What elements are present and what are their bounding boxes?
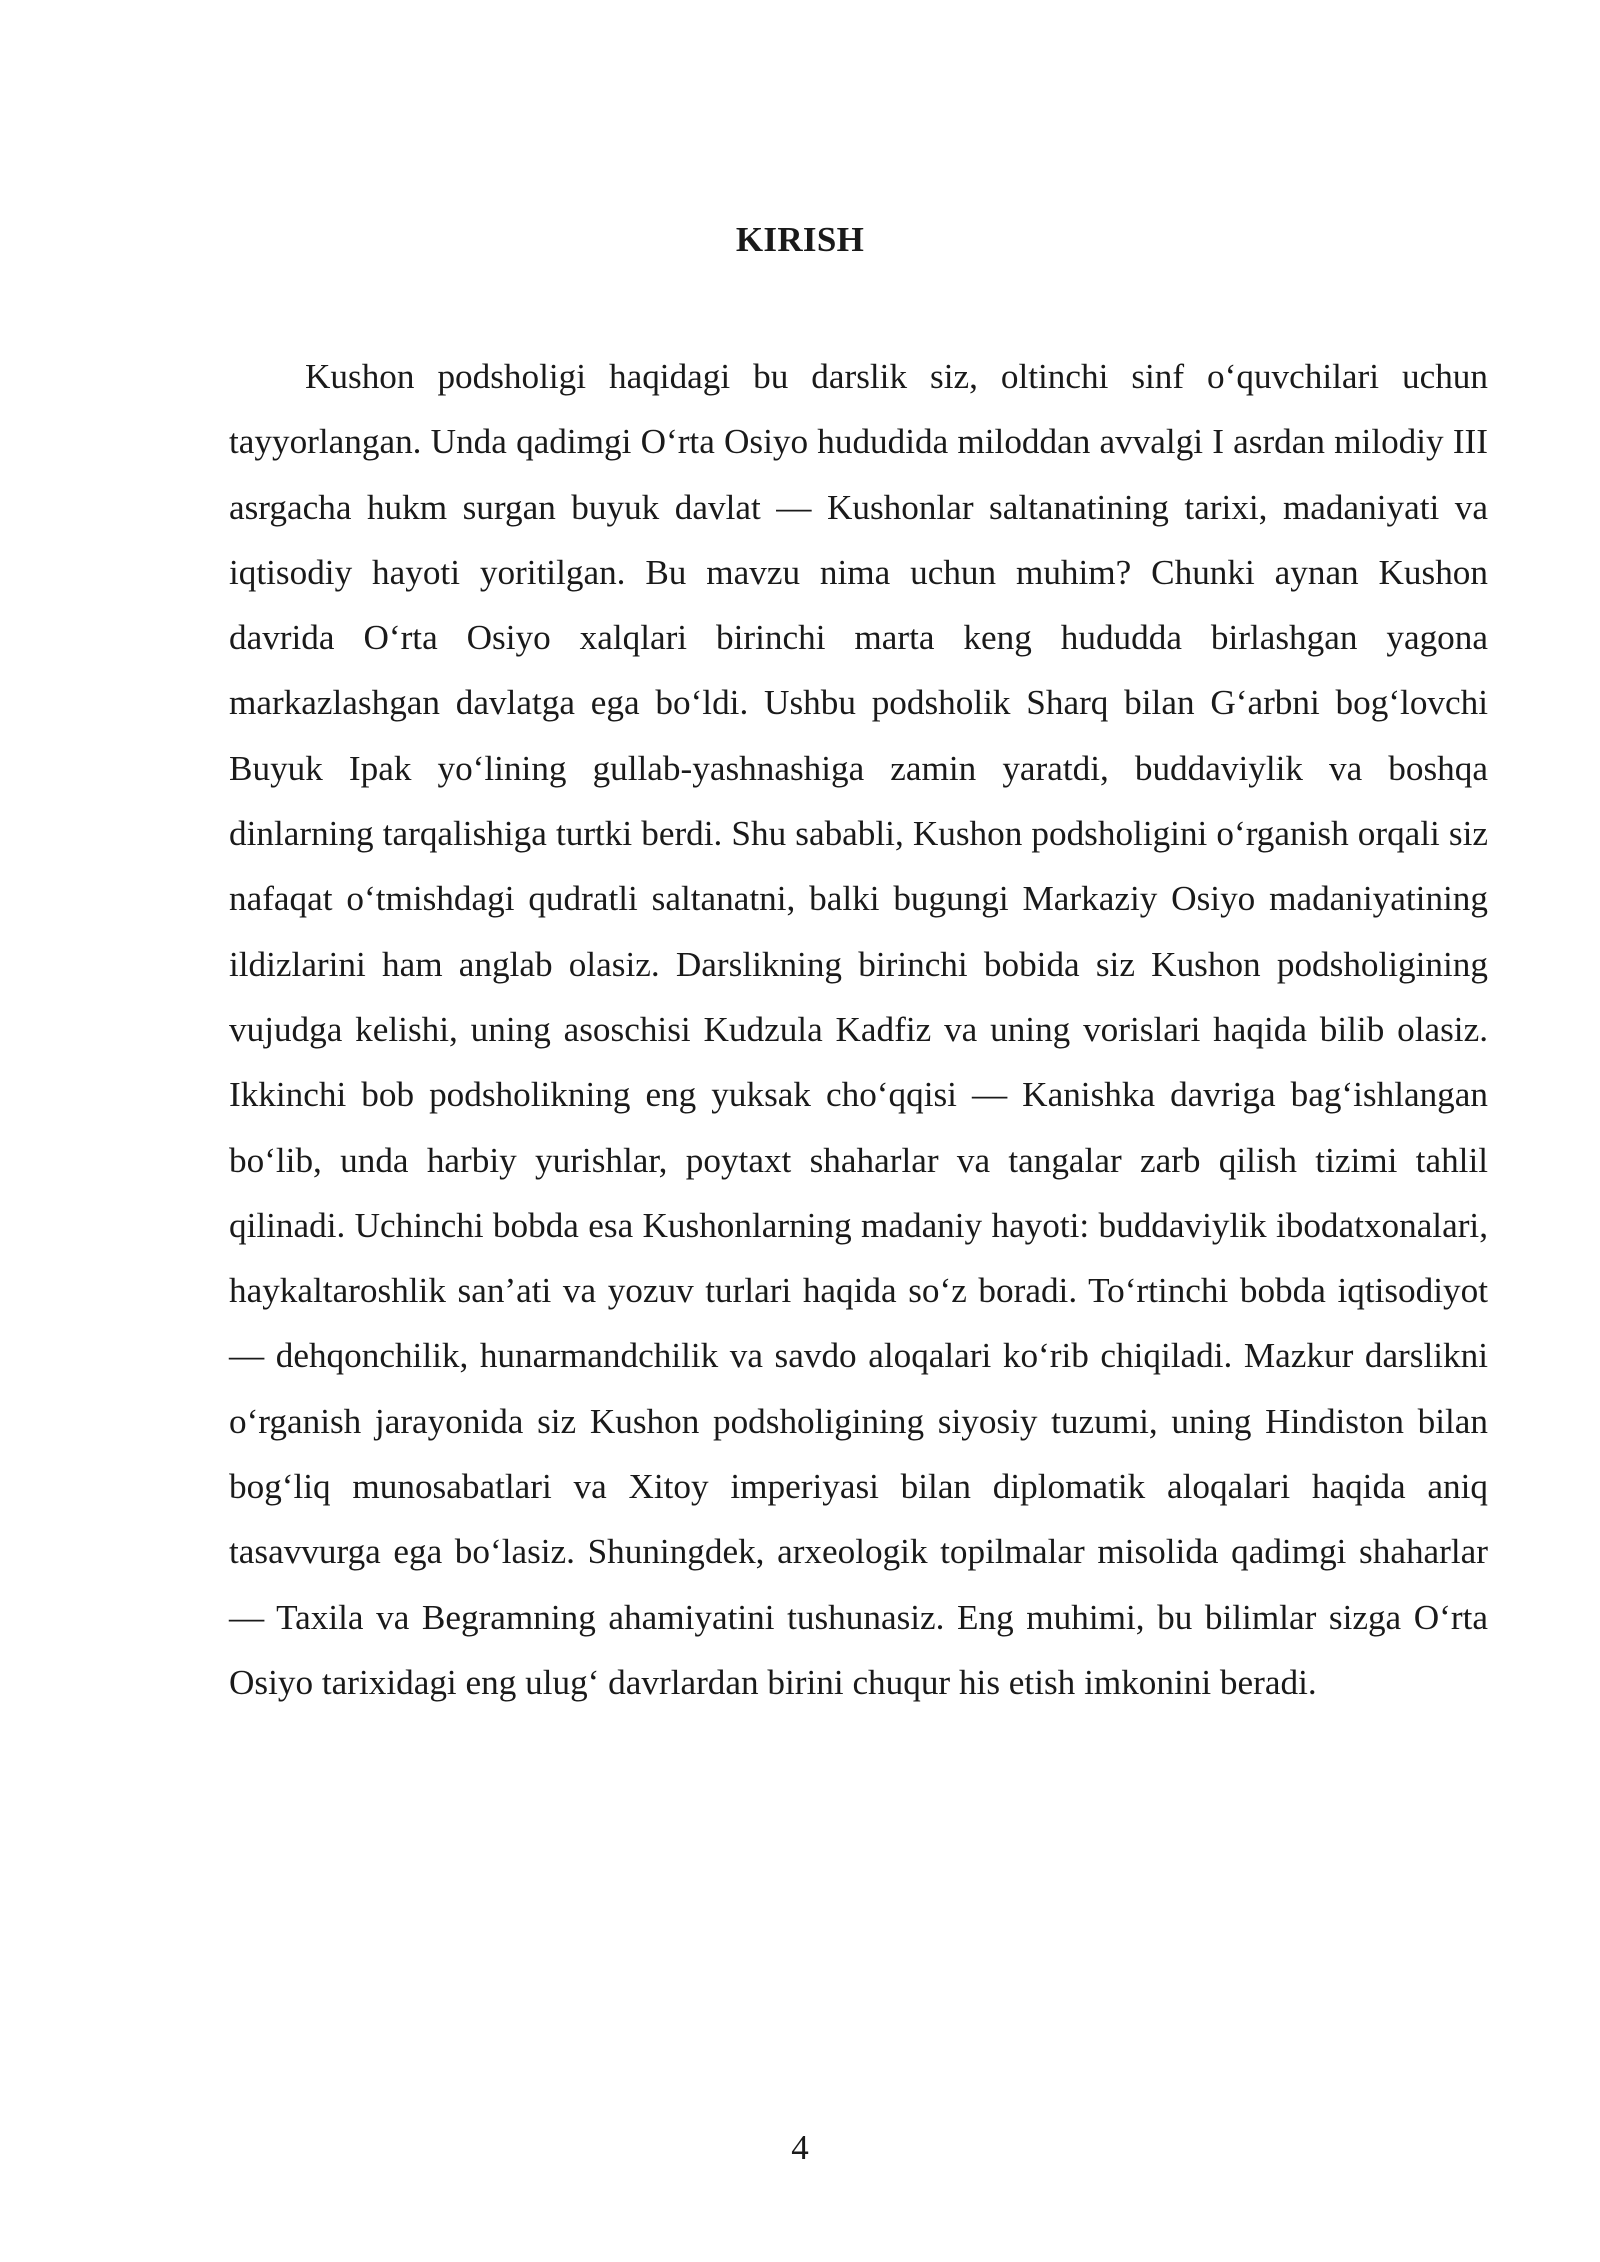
page-title: KIRISH (735, 220, 865, 259)
body-paragraph: Kushon podsholigi haqidagi bu darslik siz, oltinchi sinf o‘quvchilari uchun tayyorlangan. Unda qadimgi O‘rta Osiyo hududida miloddan avvalgi I asrdan milodiy III asrgacha hukm surgan buyuk davlat — Kushonlar saltanatining tarixi, madaniyati va iqtisodiy hayoti yoritilgan. Bu mavzu nima uchun muhim? Chunki aynan Kushon davrida O‘rta Osiyo xalqlari birinchi marta keng hududda birlashgan yagona markazlashgan davlatga ega bo‘ldi. Ushbu podsholik Sharq bilan G‘arbni bog‘lovchi Buyuk Ipak yo‘lining gullab-yashnashiga zamin yaratdi, buddaviylik va boshqa dinlarning tarqalishiga turtki berdi. Shu sababli, Kushon podsholigini o‘rganish orqali siz nafaqat o‘tmishdagi qudratli saltanatni, balki bugungi Markaziy Osiyo madaniyatining ildizlarini ham anglab olasiz. Darslikning birinchi bobida siz Kushon podsholigining vujudga kelishi, uning asoschisi Kudzula Kadfiz va uning vorislari haqida bilib olasiz. Ikkinchi bob podsholikning eng yuksak cho‘qqisi — Kanishka davriga bag‘ishlangan bo‘lib, unda harbiy yurishlar, poytaxt shaharlar va tangalar zarb qilish tizimi tahlil qilinadi. Uchinchi bobda esa Kushonlarning madaniy hayoti: buddaviylik ibodatxonalari, haykaltaroshlik san’ati va yozuv turlari haqida so‘z boradi. To‘rtinchi bobda iqtisodiyot — dehqonchilik, hunarmandchilik va savdo aloqalari ko‘rib chiqiladi. Mazkur darslikni o‘rganish jarayonida siz Kushon podsholigining siyosiy tuzumi, uning Hindiston bilan bog‘liq munosabatlari va Xitoy imperiyasi bilan diplomatik aloqalari haqida aniq tasavvurga ega bo‘lasiz. Shuningdek, arxeologik topilmalar misolida qadimgi shaharlar — Taxila va Begramning ahamiyatini tushunasiz. Eng muhimi, bu bilimlar sizga O‘rta Osiyo tarixidagi eng ulug‘ davrlardan birini chuqur his etish imkonini beradi. (229, 357, 1488, 1702)
page-number: 4 (791, 2128, 809, 2167)
